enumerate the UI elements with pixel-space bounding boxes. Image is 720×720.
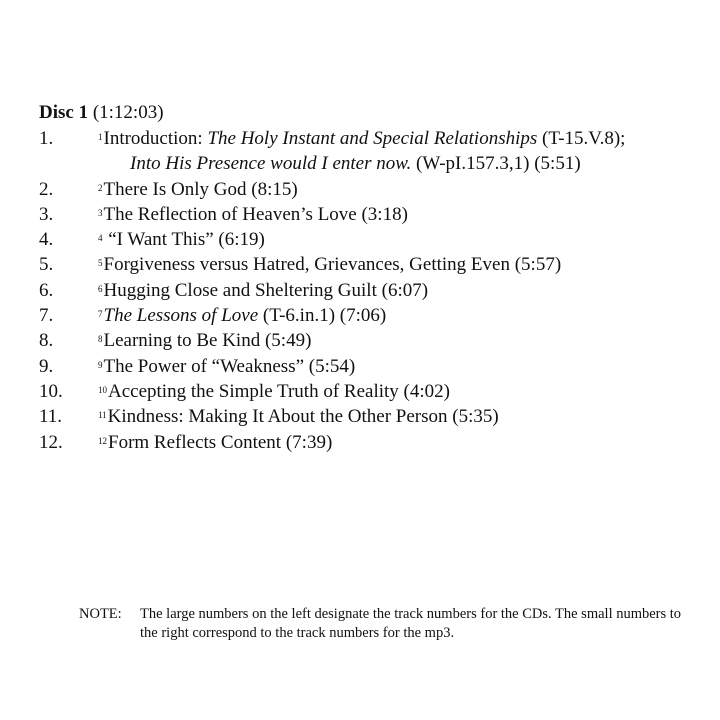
- track-title: [98, 203, 408, 227]
- mp3-track-number: 4: [98, 233, 103, 244]
- track-title-text: The Reflection of Heaven’s Love (3:18): [103, 203, 408, 225]
- track-row: [39, 355, 709, 380]
- track-title-text: The Power of “Weakness” (5:54): [103, 355, 356, 377]
- cd-track-number: 6.: [39, 279, 54, 301]
- track-reference: (W-pI.157.3,1) (5:51): [411, 153, 581, 174]
- track-row: [39, 228, 709, 253]
- track-title-text: Learning to Be Kind (5:49): [103, 330, 312, 352]
- track-row: [39, 329, 709, 354]
- track-reference: (T-15.V.8);: [537, 128, 626, 149]
- track-title: [98, 380, 450, 404]
- track-title-italic: Into His Presence would I enter now.: [130, 153, 412, 174]
- track-title-continuation: [130, 152, 581, 176]
- cd-track-number: 3.: [39, 203, 54, 225]
- track-title: [98, 127, 625, 151]
- track-row: [39, 127, 709, 178]
- track-title: [98, 431, 332, 455]
- track-title: [98, 279, 428, 303]
- mp3-track-number: 1: [98, 132, 103, 142]
- cd-track-number: 10.: [39, 380, 63, 402]
- cd-track-number: 11.: [39, 406, 63, 428]
- track-title-italic: The Lessons of Love: [103, 305, 259, 327]
- cd-track-number: 5.: [39, 254, 54, 276]
- cd-track-number: 8.: [39, 330, 54, 352]
- track-title-text: “I Want This” (6:19): [103, 229, 265, 251]
- track-row: [39, 178, 709, 203]
- track-title: [98, 329, 311, 353]
- track-row: [39, 279, 709, 304]
- cd-track-number: 1.: [39, 128, 54, 149]
- disc-label: Disc 1: [39, 102, 89, 123]
- track-reference: (T-6.in.1) (7:06): [258, 305, 387, 327]
- mp3-track-number: 3: [98, 207, 103, 218]
- track-row: [39, 253, 709, 278]
- track-title-text: Forgiveness versus Hatred, Grievances, Getting Even (5:57): [103, 254, 562, 276]
- cd-track-number: 4.: [39, 229, 54, 251]
- mp3-track-number: 11: [98, 410, 107, 421]
- track-title: [98, 253, 561, 277]
- track-row: [39, 431, 709, 456]
- mp3-track-number: 6: [98, 283, 103, 294]
- disc-duration: (1:12:03): [92, 102, 164, 123]
- mp3-track-number: 12: [98, 435, 107, 446]
- track-title: [98, 405, 499, 429]
- disc-heading: [39, 101, 164, 125]
- mp3-track-number: 8: [98, 334, 103, 345]
- mp3-track-number: 10: [98, 384, 107, 395]
- cd-track-number: 12.: [39, 431, 63, 453]
- note-text: The large numbers on the left designate the track numbers for the CDs. The small numbers to the right correspond to the track numbers for the mp3.: [140, 606, 682, 641]
- track-title-text: Introduction:: [103, 128, 208, 149]
- track-title: [98, 355, 355, 379]
- track-row: [39, 304, 709, 329]
- track-title-text: Hugging Close and Sheltering Guilt (6:07): [103, 279, 429, 301]
- track-row: [39, 203, 709, 228]
- track-title: [98, 304, 386, 328]
- mp3-track-number: 5: [98, 258, 103, 269]
- cd-track-number: 7.: [39, 305, 54, 327]
- track-row: [39, 405, 709, 430]
- cd-track-number: 9.: [39, 355, 54, 377]
- track-title-text: Accepting the Simple Truth of Reality (4:02): [108, 380, 450, 402]
- cd-track-number: 2.: [39, 178, 54, 200]
- mp3-track-number: 9: [98, 359, 103, 370]
- track-title-text: Form Reflects Content (7:39): [108, 431, 333, 453]
- track-list: [39, 127, 709, 456]
- note-label: NOTE:: [79, 606, 122, 622]
- track-title-italic: The Holy Instant and Special Relationships: [207, 128, 538, 149]
- track-title-text: Kindness: Making It About the Other Person (5:35): [107, 406, 499, 428]
- track-title-text: There Is Only God (8:15): [103, 178, 298, 200]
- track-row: [39, 380, 709, 405]
- mp3-track-number: 2: [98, 182, 103, 193]
- track-title: [98, 228, 265, 252]
- track-title: [98, 178, 298, 202]
- mp3-track-number: 7: [98, 309, 103, 320]
